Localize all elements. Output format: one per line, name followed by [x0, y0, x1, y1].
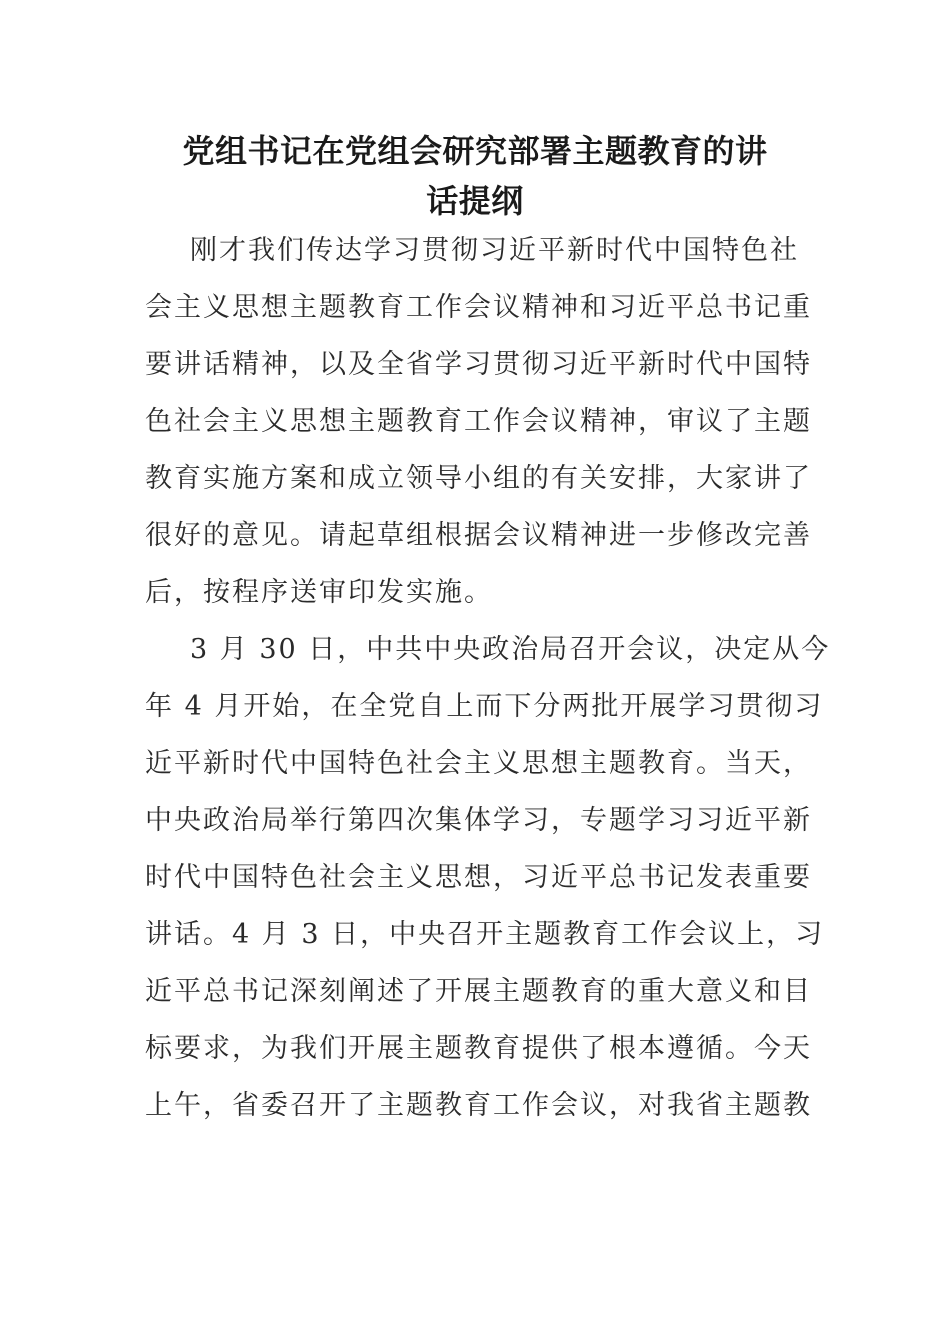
paragraph-2-line-7: 近平总书记深刻阐述了开展主题教育的重大意义和目 — [145, 976, 812, 1007]
paragraph-2-line-8: 标要求，为我们开展主题教育提供了根本遵循。今天 — [145, 1033, 812, 1064]
paragraph-1-line-1: 刚才我们传达学习贯彻习近平新时代中国特色社 — [190, 235, 799, 266]
paragraph-2 — [145, 621, 831, 1134]
paragraph-2-line-3: 近平新时代中国特色社会主义思想主题教育。当天， — [145, 748, 812, 779]
paragraph-2-line-2: 年 4 月开始，在全党自上而下分两批开展学习贯彻习 — [145, 691, 824, 722]
paragraph-1-line-5: 教育实施方案和成立领导小组的有关安排，大家讲了 — [145, 463, 812, 494]
paragraph-1-line-4: 色社会主义思想主题教育工作会议精神，审议了主题 — [145, 406, 812, 437]
paragraph-1 — [145, 222, 810, 621]
title-line-2: 话提纲 — [426, 182, 524, 220]
paragraph-2-line-9: 上午，省委召开了主题教育工作会议，对我省主题教 — [145, 1090, 812, 1121]
paragraph-1-line-3: 要讲话精神，以及全省学习贯彻习近平新时代中国特 — [145, 349, 812, 380]
paragraph-1-line-2: 会主义思想主题教育工作会议精神和习近平总书记重 — [145, 292, 812, 323]
paragraph-2-line-5: 时代中国特色社会主义思想，习近平总书记发表重要 — [145, 862, 812, 893]
paragraph-1-line-7: 后，按程序送审印发实施。 — [145, 577, 493, 608]
document-title — [145, 126, 805, 226]
title-line-1: 党组书记在党组会研究部署主题教育的讲 — [182, 132, 768, 170]
paragraph-1-line-6: 很好的意见。请起草组根据会议精神进一步修改完善 — [145, 520, 812, 551]
paragraph-2-line-6: 讲话。4 月 3 日，中央召开主题教育工作会议上，习 — [145, 919, 825, 950]
paragraph-2-line-1: 3 月 30 日，中共中央政治局召开会议，决定从今 — [190, 634, 831, 665]
paragraph-2-line-4: 中央政治局举行第四次集体学习，专题学习习近平新 — [145, 805, 812, 836]
